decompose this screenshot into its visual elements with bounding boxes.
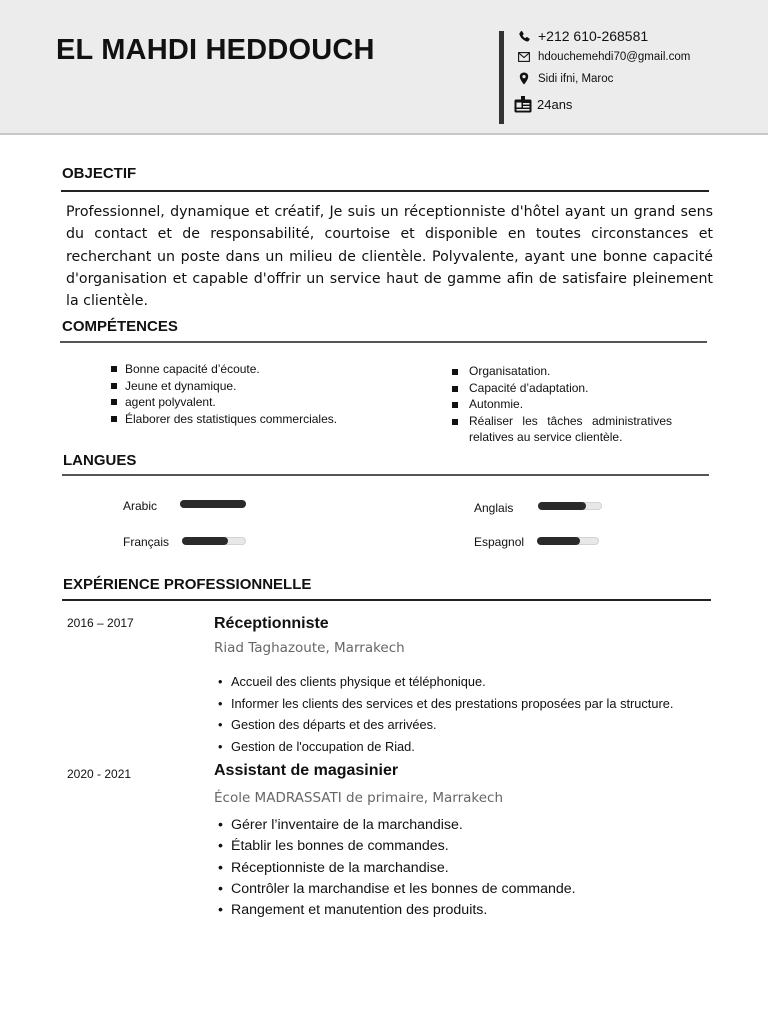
language-level-bar (538, 502, 602, 510)
id-card-icon (513, 96, 533, 113)
language-level-bar (537, 537, 599, 545)
experience-place: Riad Taghazoute, Marrakech (214, 640, 405, 656)
objective-rule (61, 190, 709, 192)
header-divider (499, 31, 504, 124)
list-item: • Gestion de l'occupation de Riad. (217, 736, 673, 758)
experience-dates: 2020 - 2021 (67, 767, 132, 781)
contact-phone (516, 28, 648, 44)
list-item: • Gestion des départs et des arrivées. (217, 714, 673, 736)
language-level-fill (180, 500, 246, 508)
contact-age (516, 96, 572, 113)
email-address: hdouchemehdi70@gmail.com (538, 51, 691, 63)
list-item: Réaliser les tâches administratives relatives au service clientèle. (452, 413, 672, 446)
experience-heading: EXPÉRIENCE PROFESSIONNELLE (63, 576, 312, 593)
language-level-bar (180, 500, 246, 508)
candidate-name: EL MAHDI HEDDOUCH (56, 34, 375, 66)
list-item: • Accueil des clients physique et téléphonique. (217, 671, 673, 693)
list-item: Bonne capacité d’écoute. (111, 361, 411, 378)
language-level-fill (538, 502, 586, 510)
languages-rule (62, 474, 709, 476)
envelope-icon (516, 52, 532, 62)
location-text: Sidi ifni, Maroc (538, 72, 614, 85)
list-item: • Rangement et manutention des produits. (217, 900, 576, 921)
contact-location (516, 72, 613, 85)
cv-header (0, 0, 768, 135)
language-level-fill (537, 537, 580, 545)
contact-email (516, 51, 690, 63)
languages-heading: LANGUES (63, 452, 137, 469)
list-item: • Informer les clients des services et des prestations proposées par la structure. (217, 693, 673, 715)
list-item: Élaborer des statistiques commerciales. (111, 411, 411, 428)
experience-place: École MADRASSATI de primaire, Marrakech (214, 790, 504, 806)
language-name: Arabic (123, 499, 158, 513)
skills-heading: COMPÉTENCES (62, 318, 178, 335)
list-item: Capacité d’adaptation. (452, 380, 672, 397)
list-item: • Gérer l’inventaire de la marchandise. (217, 815, 576, 836)
language-level-bar (182, 537, 246, 545)
list-item: Organisatation. (452, 363, 672, 380)
language-name: Espagnol (474, 535, 525, 549)
objective-heading: OBJECTIF (62, 165, 137, 182)
experience-tasks (217, 671, 673, 757)
list-item: Jeune et dynamique. (111, 378, 411, 395)
map-pin-icon (516, 72, 532, 85)
language-name: Anglais (474, 501, 514, 515)
experience-dates: 2016 – 2017 (67, 616, 134, 630)
language-level-fill (182, 537, 228, 545)
skills-rule (60, 341, 707, 343)
experience-role: Réceptionniste (214, 615, 329, 632)
language-name: Français (123, 535, 170, 549)
skills-list-left (111, 361, 411, 427)
list-item: Autonmie. (452, 396, 672, 413)
skills-list-right (452, 363, 672, 446)
age-text: 24ans (537, 97, 573, 112)
experience-role: Assistant de magasinier (214, 762, 399, 779)
list-item: • Contrôler la marchandise et les bonnes de commande. (217, 879, 576, 900)
objective-text: Professionnel, dynamique et créatif, Je suis un réceptionniste d'hôtel ayant un grand sens du contact et de responsabilité, courtoise et disponible en toutes circonstances et recherchant un poste dans un milieu de clientèle. Polyvalente, ayant une bonne capacité d'organisation et capable d'offrir un service haut de gamme afin de satisfaire pleinement la clientèle. (66, 204, 713, 310)
experience-tasks (217, 815, 576, 921)
list-item: • Établir les bonnes de commandes. (217, 836, 576, 857)
phone-number: +212 610-268581 (538, 28, 649, 44)
list-item: agent polyvalent. (111, 394, 411, 411)
experience-rule (62, 599, 711, 601)
phone-icon (516, 30, 532, 43)
list-item: • Réceptionniste de la marchandise. (217, 858, 576, 879)
